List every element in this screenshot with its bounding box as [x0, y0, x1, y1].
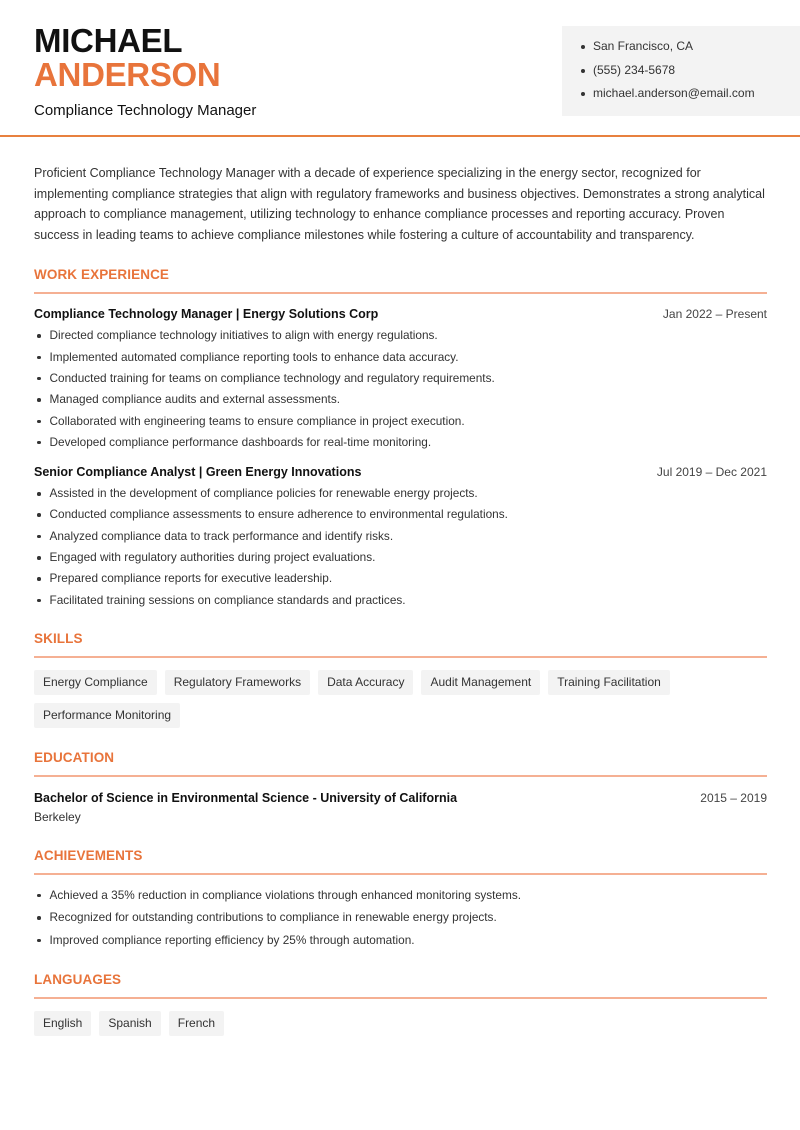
job-header [34, 307, 767, 321]
bullet-text: Facilitated training sessions on compliance standards and practices. [49, 592, 406, 607]
achievement-item [34, 887, 767, 910]
bullet-text: Analyzed compliance data to track performance and identify risks. [49, 528, 394, 543]
job-bullet [34, 506, 767, 527]
job-bullet [34, 413, 767, 434]
contact-location [578, 38, 800, 62]
job-bullet [34, 391, 767, 412]
contact-email [578, 85, 800, 109]
achievement-text: Improved compliance reporting efficiency by 25% through automation. [49, 932, 415, 947]
resume-header [0, 0, 800, 137]
bullet-icon [37, 441, 41, 445]
education-location: Berkeley [34, 809, 81, 824]
section-title-work-experience: WORK EXPERIENCE [34, 267, 767, 294]
bullet-text: Implemented automated compliance reporting tools to enhance data accuracy. [49, 349, 459, 364]
education-entry [34, 791, 767, 824]
last-name: ANDERSON [34, 56, 221, 93]
section-title-education: EDUCATION [34, 750, 767, 777]
bullet-icon [37, 556, 41, 560]
job-bullet [34, 349, 767, 370]
job-bullet [34, 370, 767, 391]
job-bullets [34, 485, 767, 613]
contact-location-text: San Francisco, CA [593, 39, 694, 53]
bullet-icon [37, 916, 41, 920]
contact-box [562, 26, 800, 116]
bullet-icon [37, 939, 41, 943]
education-header [34, 791, 767, 805]
bullet-text: Engaged with regulatory authorities during project evaluations. [49, 550, 376, 565]
bullet-text: Prepared compliance reports for executive leadership. [49, 571, 333, 586]
job-bullet [34, 570, 767, 591]
resume-body [0, 163, 800, 1036]
skill-chip: Audit Management [421, 670, 540, 695]
bullet-icon [37, 535, 41, 539]
bullet-icon [37, 513, 41, 517]
section-title-skills: SKILLS [34, 631, 767, 658]
bullet-icon [37, 894, 41, 898]
bullet-icon [37, 377, 41, 381]
summary: Proficient Compliance Technology Manager with a decade of experience specializing in the energy sector, recognized for implementing compliance strategies that align with regulatory frameworks and business objectives. Demonstrates a strong analytical approach to compliance management, utilizing technology to enhance compliance processes and reporting accuracy. Proven success in leading teams to achieve compliance milestones while fostering a culture of accountability and transparency. [34, 166, 765, 242]
bullet-text: Directed compliance technology initiatives to align with energy regulations. [49, 328, 438, 343]
bullet-icon [37, 577, 41, 581]
section-title-achievements: ACHIEVEMENTS [34, 848, 767, 875]
job-dates: Jan 2022 – Present [662, 307, 767, 322]
bullet-icon [581, 92, 585, 96]
bullet-text: Developed compliance performance dashboards for real-time monitoring. [49, 434, 432, 449]
education-dates: 2015 – 2019 [700, 790, 767, 805]
skill-chip: Performance Monitoring [34, 703, 180, 728]
job-entry [34, 307, 767, 455]
achievement-text: Achieved a 35% reduction in compliance violations through enhanced monitoring systems. [49, 887, 521, 902]
degree: Bachelor of Science in Environmental Science - University of California [34, 790, 458, 805]
job-bullet [34, 592, 767, 613]
bullet-text: Assisted in the development of compliance policies for renewable energy projects. [49, 486, 478, 501]
contact-email-text: michael.anderson@email.com [593, 86, 755, 100]
bullet-icon [37, 420, 41, 424]
language-chip: French [169, 1011, 224, 1036]
job-role: Compliance Technology Manager | Energy Solutions Corp [34, 307, 379, 322]
job-role: Senior Compliance Analyst | Green Energy Innovations [34, 465, 362, 480]
language-chip: English [34, 1011, 91, 1036]
bullet-text: Conducted compliance assessments to ensure adherence to environmental regulations. [49, 507, 508, 522]
job-entry [34, 465, 767, 613]
bullet-icon [37, 334, 41, 338]
job-header [34, 465, 767, 479]
job-title: Compliance Technology Manager [34, 102, 257, 119]
contact-phone-text: (555) 234-5678 [593, 62, 676, 77]
contact-phone [578, 62, 800, 86]
name-block [34, 24, 256, 119]
skill-chip: Training Facilitation [548, 670, 670, 695]
first-name: MICHAEL [34, 22, 183, 59]
job-bullets [34, 327, 767, 455]
skill-chip: Energy Compliance [34, 670, 157, 695]
section-title-languages: LANGUAGES [34, 972, 767, 999]
job-dates: Jul 2019 – Dec 2021 [656, 465, 767, 480]
bullet-icon [581, 69, 585, 73]
bullet-text: Conducted training for teams on compliance technology and regulatory requirements. [49, 370, 495, 385]
job-bullet [34, 485, 767, 506]
achievements-list [34, 887, 767, 955]
skills-list [34, 670, 767, 728]
skill-chip: Data Accuracy [318, 670, 413, 695]
bullet-icon [37, 398, 41, 402]
bullet-icon [37, 492, 41, 496]
skill-chip: Regulatory Frameworks [165, 670, 310, 695]
bullet-icon [37, 599, 41, 603]
achievement-text: Recognized for outstanding contributions to compliance in renewable energy projects. [49, 910, 497, 925]
job-bullet [34, 434, 767, 455]
job-bullet [34, 549, 767, 570]
language-chip: Spanish [99, 1011, 160, 1036]
job-bullet [34, 528, 767, 549]
achievement-item [34, 909, 767, 932]
bullet-text: Managed compliance audits and external assessments. [49, 392, 340, 407]
achievement-item [34, 932, 767, 955]
languages-list [34, 1011, 767, 1036]
job-bullet [34, 327, 767, 348]
bullet-icon [37, 356, 41, 360]
bullet-icon [581, 45, 585, 49]
bullet-text: Collaborated with engineering teams to ensure compliance in project execution. [49, 413, 465, 428]
